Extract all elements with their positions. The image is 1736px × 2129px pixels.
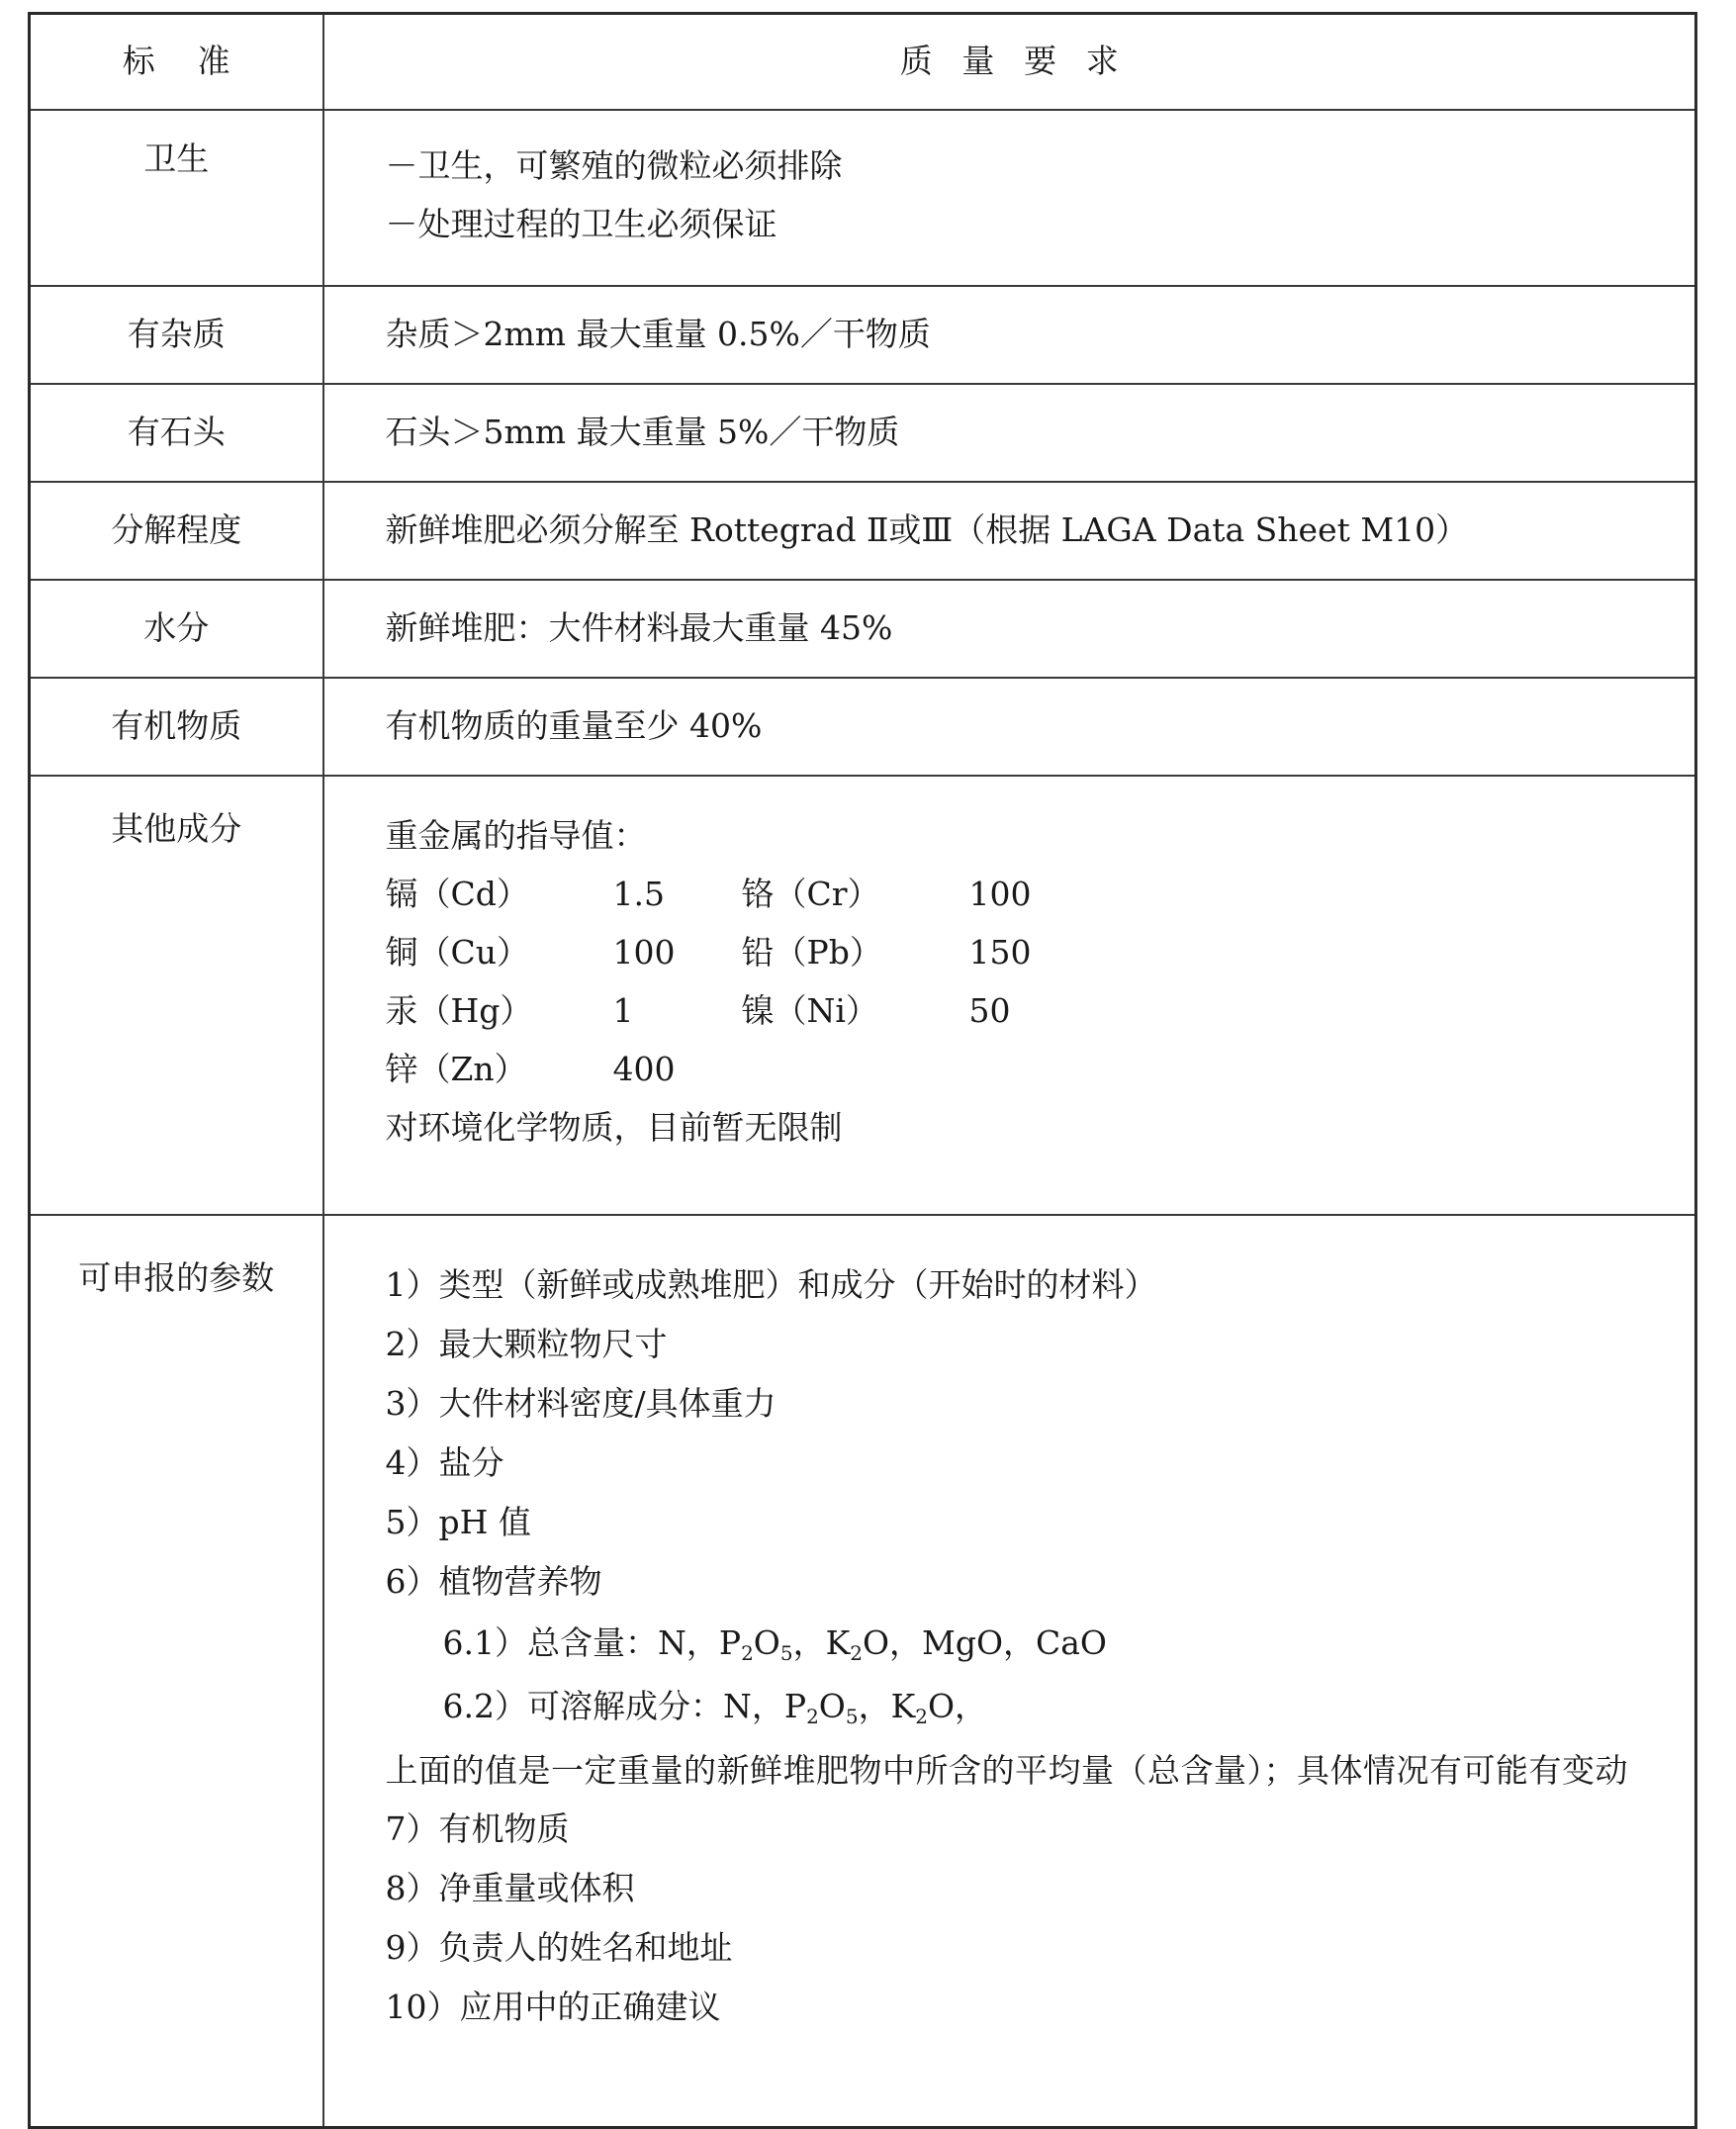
- metal-name: [742, 1040, 969, 1098]
- standard-hygiene: 卫生: [30, 110, 323, 286]
- metal-row: [386, 923, 1032, 981]
- header-standard: 标准: [30, 14, 323, 111]
- nutrient-total-rest: O，MgO，CaO: [862, 1623, 1107, 1662]
- metal-row: [386, 865, 1032, 923]
- average-values-note: 上面的值是一定重量的新鲜堆肥物中所含的平均量（总含量）；具体情况有可能有变动: [385, 1751, 1628, 1790]
- metal-name: 镍（Ni）: [741, 991, 878, 1030]
- quality-standards-table: [28, 12, 1697, 2129]
- oxygen-symbol: O: [753, 1623, 780, 1662]
- declarable-item: 9）负责人的姓名和地址: [385, 1928, 733, 1967]
- subscript: 5: [779, 1641, 793, 1665]
- metal-value: 1: [612, 991, 634, 1030]
- standard-organic: 有机物质: [30, 678, 323, 776]
- declarable-item: 5）pH 值: [385, 1503, 531, 1541]
- nutrient-soluble-mid: ，K: [858, 1687, 916, 1725]
- declarable-item: 4）盐分: [385, 1443, 504, 1482]
- requirement-decomposition: 新鲜堆肥必须分解至 Rottegrad Ⅱ或Ⅲ（根据 LAGA Data Sheet M10）: [323, 482, 1696, 580]
- subscript: 2: [741, 1641, 754, 1665]
- heavy-metals-list: [386, 865, 1032, 1098]
- subscript: 2: [806, 1705, 819, 1728]
- standard-other-components: 其他成分: [30, 776, 323, 1215]
- metal-value: 400: [612, 1050, 676, 1088]
- nutrient-soluble-rest: O，: [927, 1687, 988, 1725]
- table-row-impurities: [30, 286, 1696, 384]
- declarable-item: 8）净重量或体积: [385, 1869, 635, 1907]
- metal-name: 镉（Cd）: [385, 875, 529, 913]
- declarable-item: 6）植物营养物: [385, 1562, 602, 1601]
- subscript: 5: [845, 1705, 859, 1728]
- header-requirements: 质量要求: [323, 14, 1696, 111]
- requirement-hygiene: [323, 110, 1696, 286]
- metal-value: 50: [968, 991, 1011, 1030]
- table-row-moisture: [30, 580, 1696, 678]
- standard-decomposition: 分解程度: [30, 482, 323, 580]
- metal-name: 铅（Pb）: [741, 933, 882, 972]
- subscript: 2: [915, 1705, 928, 1728]
- standard-declarable-parameters: 可申报的参数: [30, 1215, 323, 2128]
- requirement-moisture: 新鲜堆肥：大件材料最大重量 45%: [323, 580, 1696, 678]
- standard-moisture: 水分: [30, 580, 323, 678]
- nutrient-soluble-prefix: 6.2）可溶解成分：N，P: [442, 1687, 807, 1725]
- nutrient-total-prefix: 6.1）总含量：N，P: [442, 1623, 742, 1662]
- requirement-impurities: 杂质＞2mm 最大重量 0.5%／干物质: [323, 286, 1696, 384]
- metal-value: 1.5: [612, 875, 665, 913]
- requirement-organic: 有机物质的重量至少 40%: [323, 678, 1696, 776]
- table-row-decomposition: [30, 482, 1696, 580]
- nutrient-soluble-content: [350, 1675, 1686, 1738]
- metal-value: 150: [968, 933, 1032, 972]
- metal-value: 100: [612, 933, 676, 972]
- metal-value: [969, 1040, 1032, 1098]
- table-row-declarable-parameters: [30, 1215, 1696, 2128]
- declarable-item: 2）最大颗粒物尺寸: [385, 1325, 668, 1363]
- subscript: 2: [850, 1641, 863, 1665]
- standard-impurities: 有杂质: [30, 286, 323, 384]
- metal-value: 100: [968, 875, 1032, 913]
- table-row-stones: [30, 384, 1696, 482]
- hygiene-line-2: －处理过程的卫生必须保证: [385, 205, 777, 243]
- heavy-metals-intro: 重金属的指导值：: [385, 816, 647, 855]
- table-header-row: [30, 14, 1696, 111]
- table-row-organic: [30, 678, 1696, 776]
- environmental-chemicals-note: 对环境化学物质，目前暂无限制: [385, 1108, 843, 1147]
- metal-row: [386, 981, 1032, 1040]
- metal-row: [386, 1040, 1032, 1098]
- nutrient-total-content: [350, 1612, 1686, 1675]
- nutrient-total-mid: ，K: [792, 1623, 851, 1662]
- metal-name: 汞（Hg）: [385, 991, 533, 1030]
- declarable-item: 1）类型（新鲜或成熟堆肥）和成分（开始时的材料）: [385, 1265, 1157, 1304]
- standard-stones: 有石头: [30, 384, 323, 482]
- oxygen-symbol: O: [818, 1687, 846, 1725]
- hygiene-line-1: －卫生，可繁殖的微粒必须排除: [385, 146, 843, 185]
- metal-name: 锌（Zn）: [385, 1050, 527, 1088]
- metal-name: 铬（Cr）: [741, 875, 880, 913]
- requirement-other-components: [323, 776, 1696, 1215]
- declarable-item: 3）大件材料密度/具体重力: [385, 1384, 777, 1423]
- declarable-item: 10）应用中的正确建议: [385, 1988, 721, 2026]
- table-row-other-components: [30, 776, 1696, 1215]
- table-row-hygiene: [30, 110, 1696, 286]
- metal-name: 铜（Cu）: [385, 933, 530, 972]
- declarable-item: 7）有机物质: [385, 1809, 570, 1848]
- requirement-declarable-parameters: [323, 1215, 1696, 2128]
- requirement-stones: 石头＞5mm 最大重量 5%／干物质: [323, 384, 1696, 482]
